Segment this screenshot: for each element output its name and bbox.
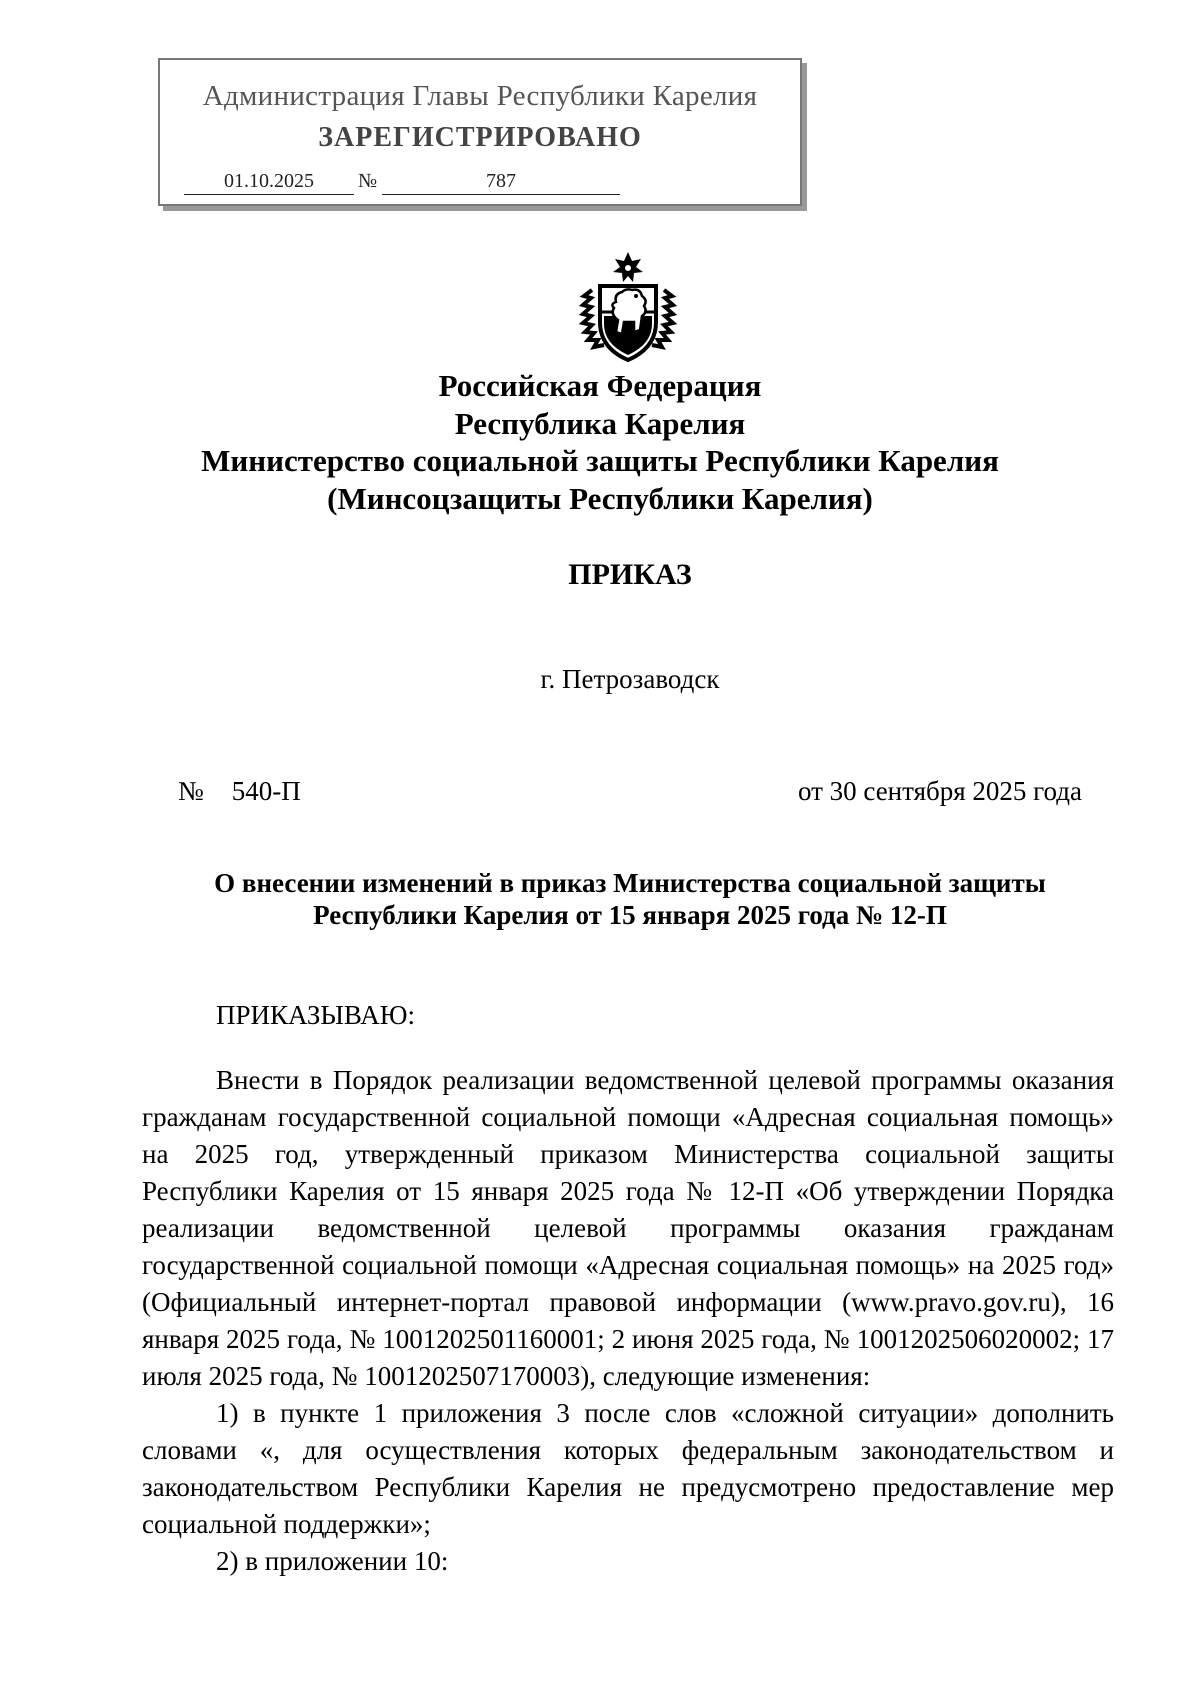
subject-line-2: Республики Карелия от 15 января 2025 года № 12-П — [313, 900, 947, 930]
order-number-value: 540-П — [231, 776, 301, 806]
header-ministry: Министерство социальной защиты Республики Карелия — [201, 443, 999, 478]
city: г. Петрозаводск — [540, 664, 720, 694]
karelia-coat-of-arms-icon — [578, 250, 678, 368]
header-republic: Республика Карелия — [454, 406, 746, 441]
stamp-number-label: № — [358, 170, 378, 192]
stamp-number: 787 — [382, 168, 620, 195]
order-word: ПРИКАЗЫВАЮ: — [216, 1000, 415, 1030]
subject-line-1: О внесении изменений в приказ Министерства социальной защиты — [214, 868, 1046, 898]
body-paragraph-2: 1) в пункте 1 приложения 3 после слов «сложной ситуации» дополнить словами «, для осуществления которых федеральным законодательством и законодательством Республики Карелия не предусмотрено предоставление мер социальной поддержки»; — [142, 1398, 1114, 1539]
document-type: ПРИКАЗ — [568, 558, 692, 591]
order-date: от 30 сентября 2025 года — [797, 776, 1082, 806]
order-number — [178, 776, 301, 807]
stamp-date: 01.10.2025 — [184, 168, 354, 195]
stamp-organization: Администрация Главы Республики Карелия — [202, 80, 758, 112]
order-subject — [140, 867, 1120, 931]
header-country: Российская Федерация — [438, 368, 762, 403]
header-ministry-short: (Минсоцзащиты Республики Карелия) — [327, 481, 873, 516]
order-number-label: № — [178, 776, 204, 806]
stamp-status: ЗАРЕГИСТРИРОВАНО — [318, 122, 642, 153]
registration-stamp — [158, 58, 802, 206]
body-paragraph-1: Внести в Порядок реализации ведомственной целевой программы оказания гражданам государственной социальной помощи «Адресная социальная помощь» на 2025 год, утвержденный приказом Министерства социальной защиты Республики Карелия от 15 января 2025 года № 12-П «Об утверждении Порядка реализации ведомственной целевой программы оказания гражданам государственной социальной помощи «Адресная социальная помощь» на 2025 год» (Официальный интернет-портал правовой информации (www.pravo.gov.ru), 16 января 2025 года, № 1001202501160001; 2 июня 2025 года, № 1001202506020002; 17 июля 2025 года, № 1001202507170003), следующие изменения: — [142, 1065, 1114, 1391]
body-paragraph-3: 2) в приложении 10: — [216, 1546, 449, 1576]
order-body — [142, 1062, 1114, 1580]
